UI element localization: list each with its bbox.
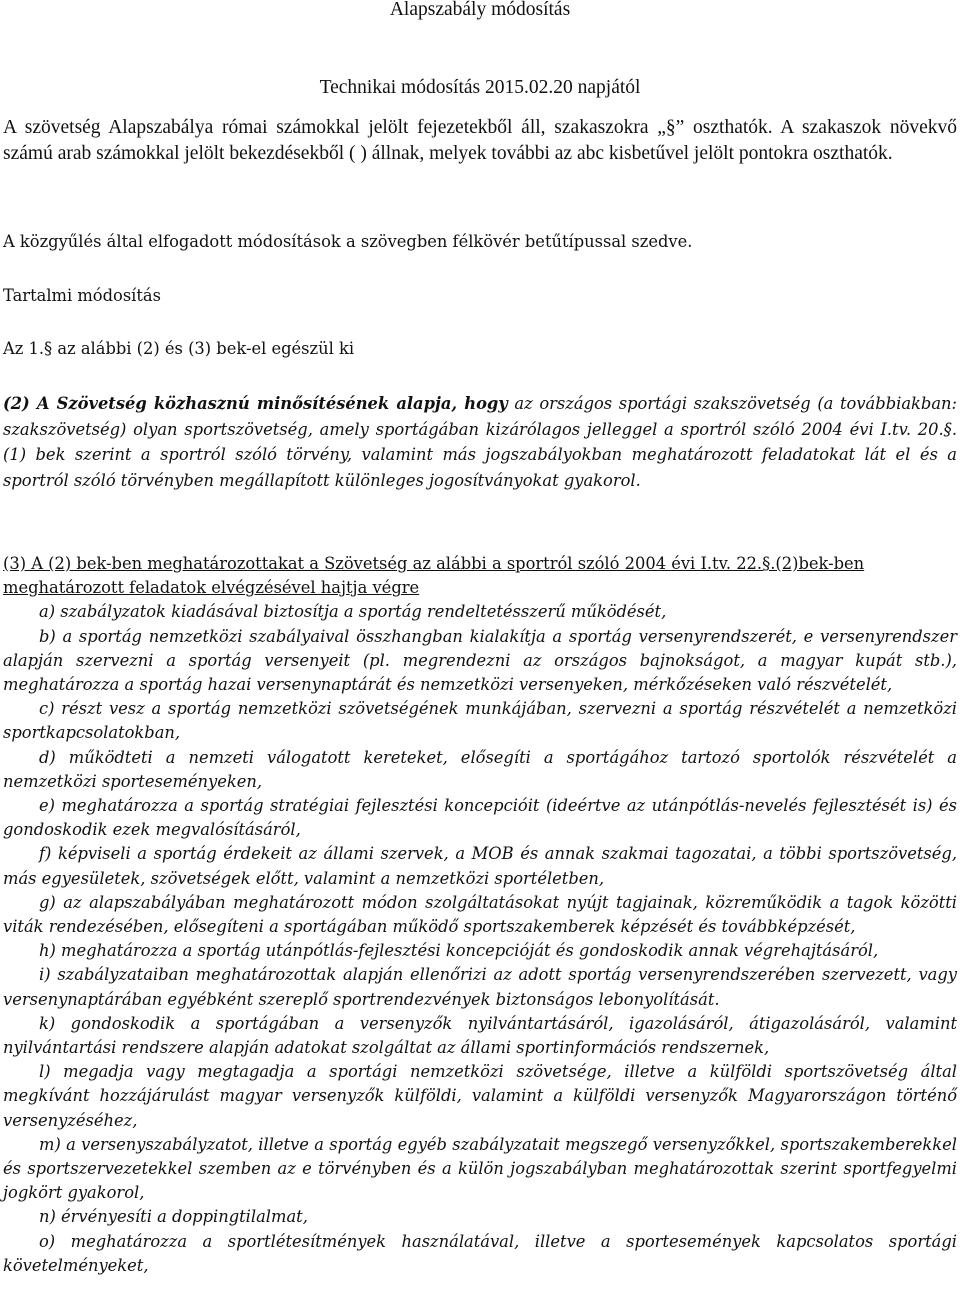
list-item: e) meghatározza a sportág stratégiai fejlesztési koncepcióit (ideértve az utánpótlás-nevelés fejlesztését is) és gondoskodik ezek megvalósításáról, [3, 796, 957, 840]
list-item: l) megadja vagy megtagadja a sportági nemzetközi szövetsége, illetve a külföldi sportszövetség által megkívánt hozzájárulást magyar versenyzők külföldi, valamint a külföldi versenyzők Magyarországon történő versenyzéséhez, [3, 1062, 957, 1130]
intro-paragraph: A szövetség Alapszabálya római számokkal jelölt fejezetekből áll, szakaszokra „§” oszthatók. A szakaszok növekvő számú arab számokkal jelölt bekezdésekből ( ) állnak, melyek további az abc kisbetűvel jelölt pontokra oszthatók. [3, 117, 957, 164]
section-intro: Az 1.§ az alábbi (2) és (3) bek-el egészül ki [3, 339, 355, 358]
document-title: Alapszabály módosítás [389, 0, 571, 20]
paragraph-2-rest: az országos sportági szakszövetség (a továbbiakban: szakszövetség) olyan sportszövetség, amely sportágában kizárólagos jelleggel a sportról szóló 2004 évi I.tv. 20.§.(1) bek szerint a sportról szóló törvény, valamint más jogszabályokban meghatározott feladatokat lát el és a sportról szóló törvényben megállapított különleges jogosítványokat gyakorol. [3, 394, 957, 490]
paragraph-2-bold: (2) A Szövetség közhasznú minősítésének alapja, hogy [3, 394, 508, 413]
section-heading: Tartalmi módosítás [3, 286, 161, 305]
list-item: n) érvényesíti a doppingtilalmat, [39, 1207, 308, 1227]
document-subtitle: Technikai módosítás 2015.02.20 napjától [319, 77, 641, 98]
list-item: d) működteti a nemzeti válogatott kereteket, elősegíti a sportágához tartozó sportolók részvételét a nemzetközi sporteseményeken, [3, 747, 957, 791]
list-item: g) az alapszabályában meghatározott módon szolgáltatásokat nyújt tagjainak, közreműködik a tagok közötti viták rendezésében, elősegíteni a sportágában működő sportszakemberek képzését és továbbképzését, [3, 892, 957, 937]
paragraph-3 [3, 552, 957, 1278]
list-item: o) meghatározza a sportlétesítmények használatával, illetve a sportesemények kapcsolatos sportági követelményeket, [3, 1231, 957, 1275]
list-item: a) szabályzatok kiadásával biztosítja a sportág rendeltetésszerű működését, [39, 602, 667, 622]
paragraph-3-intro: (3) A (2) bek-ben meghatározottakat a Szövetség az alábbi a sportról szóló 2004 évi I.tv. 22.§.(2)bek-ben meghatározott feladatok elvégzésével hajtja végre [3, 554, 865, 598]
paragraph-2 [3, 391, 957, 493]
amendment-note: A közgyűlés által elfogadott módosítások a szövegben félkövér betűtípussal szedve. [3, 232, 693, 251]
list-item: m) a versenyszabályzatot, illetve a sportág egyéb szabályzatait megszegő versenyzőkkel, sportszakemberekkel és sportszervezetekkel szemben az e törvényben és a külön jogszabályban meghatározottak szerint sportfegyelmi jogkört gyakorol, [3, 1134, 957, 1203]
list-item: k) gondoskodik a sportágában a versenyzők nyilvántartásáról, igazolásáról, átigazolásáról, valamint nyilvántartási rendszere alapján adatokat szolgáltat az állami sportinformációs rendszernek, [3, 1013, 957, 1058]
list-item: f) képviseli a sportág érdekeit az állami szervek, a MOB és annak szakmai tagozatai, a többi sportszövetség, más egyesületek, szövetségek előtt, valamint a nemzetközi sportéletben, [3, 844, 957, 888]
list-item: b) a sportág nemzetközi szabályaival összhangban kialakítja a sportág versenyrendszerét, e versenyrendszer alapján szervezni a sportág versenyeit (pl. megrendezni az országos bajnokságot, a magyar kupát stb.), meghatározza a sportág hazai versenynaptárát és nemzetközi versenyeken, mérkőzéseken való részvételét, [3, 626, 957, 695]
list-item: c) részt vesz a sportág nemzetközi szövetségének munkájában, szervezni a sportág részvételét a nemzetközi sportkapcsolatokban, [3, 699, 957, 743]
task-list [3, 600, 957, 1278]
list-item: h) meghatározza a sportág utánpótlás-fejlesztési koncepcióját és gondoskodik annak végrehajtásáról, [39, 941, 879, 961]
list-item: i) szabályzataiban meghatározottak alapján ellenőrizi az adott sportág versenyrendszerében szervezett, vagy versenynaptárában egyébként szereplő sportrendezvények biztonságos lebonyolítását. [3, 965, 957, 1009]
